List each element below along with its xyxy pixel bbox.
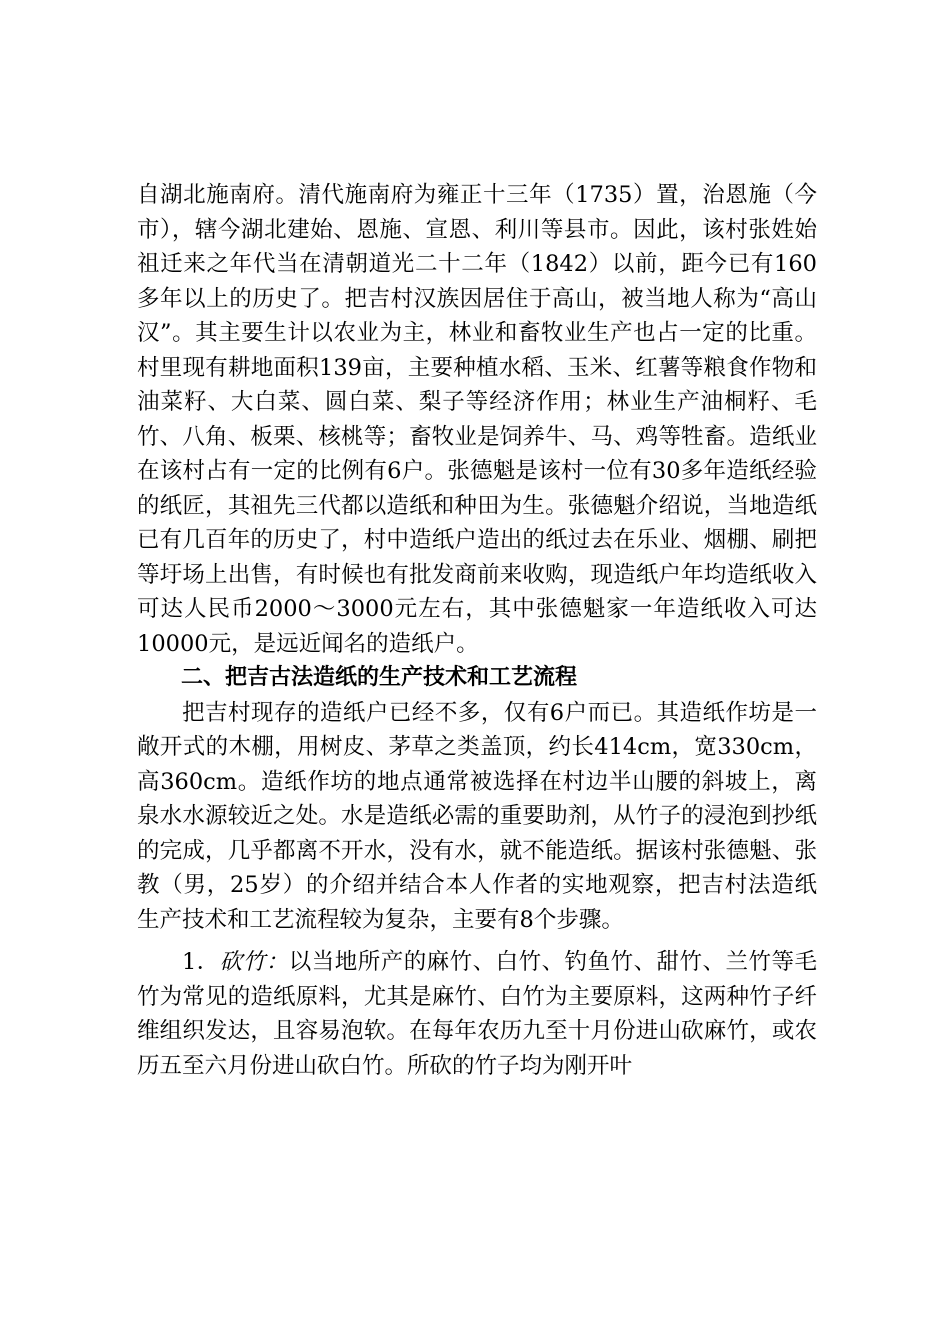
step-term: 砍竹： (219, 949, 289, 975)
body-paragraph-history: 自湖北施南府。清代施南府为雍正十三年（1735）置，治恩施（今市），辖今湖北建始、恩施、宣恩、利川等县市。因此，该村张姓始祖迁来之年代当在清朝道光二十二年（1842）以前，距今已有160多年以上的历史了。把吉村汉族因居住于高山，被当地人称为“高山汉”。其主要生计以农业为主，林业和畜牧业生产也占一定的比重。村里现有耕地面积139亩，主要种植水稻、玉米、红薯等粮食作物和油菜籽、大白菜、圆白菜、梨子等经济作用；林业生产油桐籽、毛竹、八角、板栗、核桃等；畜牧业是饲养牛、马、鸡等牲畜。造纸业在该村占有一定的比例有6户。张德魁是该村一位有30多年造纸经验的纸匠，其祖先三代都以造纸和种田为生。张德魁介绍说，当地造纸已有几百年的历史了，村中造纸户造出的纸过去在乐业、烟棚、刷把等圩场上出售，有时候也有批发商前来收购，现造纸户年均造纸收入可达人民币2000～3000元左右，其中张德魁家一年造纸收入可达10000元，是远近闻名的造纸户。 (137, 182, 817, 657)
step-description: 以当地所产的麻竹、白竹、钓鱼竹、甜竹、兰竹等毛竹为常见的造纸原料，尤其是麻竹、白竹为主要原料，这两种竹子纤维组织发达，且容易泡软。在每年农历九至十月份进山砍麻竹，或农历五至六月份进山砍白竹。所砍的竹子均为刚开叶 (137, 949, 817, 1079)
section-heading: 二、把吉古法造纸的生产技术和工艺流程 (181, 665, 578, 690)
body-paragraph-workshop: 把吉村现存的造纸户已经不多，仅有6户而已。其造纸作坊是一敞开式的木棚，用树皮、茅草之类盖顶，约长414cm，宽330cm，高360cm。造纸作坊的地点通常被选择在村边半山腰的斜坡上，离泉水水源较近之处。水是造纸必需的重要助剂，从竹子的浸泡到抄纸的完成，几乎都离不开水，没有水，就不能造纸。据该村张德魁、张教（男，25岁）的介绍并结合本人作者的实地观察，把吉村法造纸生产技术和工艺流程较为复杂，主要有8个步骤。 (137, 699, 817, 933)
body-paragraph-step-1 (137, 945, 817, 1083)
document-body (137, 178, 817, 1083)
step-number: 1． (182, 949, 220, 975)
